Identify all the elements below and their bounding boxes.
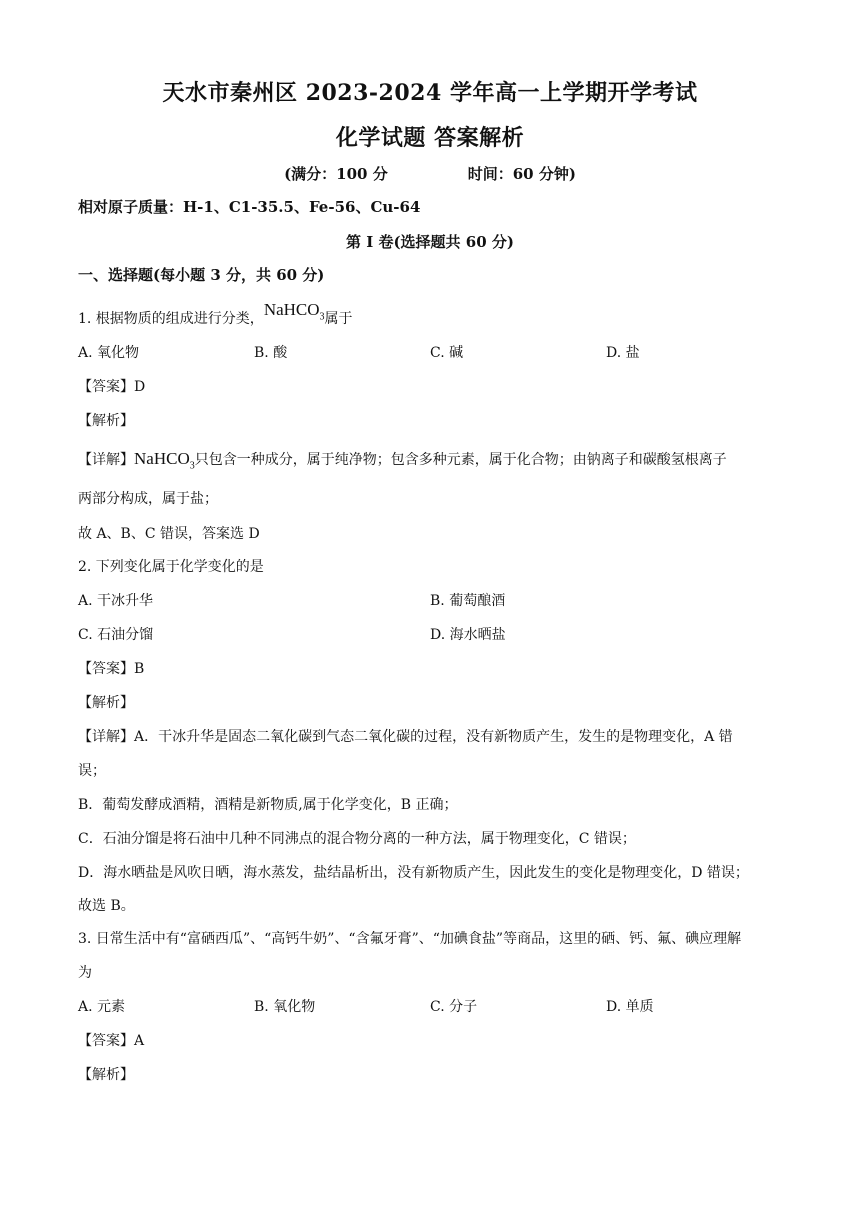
document-title: 天水市秦州区 2023-2024 学年高一上学期开学考试 [162, 80, 698, 106]
q2-option-a: A. 干冰升华 [78, 593, 154, 609]
exam-info [0, 163, 860, 184]
q2-detail-d: D．海水晒盐是风吹日晒，海水蒸发，盐结晶析出，没有新物质产生，因此发生的变化是物理变化，D 错误； [78, 865, 749, 881]
q3-option-d: D. 单质 [606, 999, 654, 1015]
q2-detail-a-line1: 【详解】A．干冰升华是固态二氧化碳到气态二氧化碳的过程，没有新物质产生，发生的是物理变化，A 错 [78, 729, 733, 745]
q2-detail-a-line2: 误； [78, 763, 106, 779]
q2-detail-c: C．石油分馏是将石油中几种不同沸点的混合物分离的一种方法，属于物理变化，C 错误； [78, 831, 636, 847]
q2-analysis-label: 【解析】 [78, 695, 134, 711]
q3-option-b: B. 氧化物 [254, 999, 316, 1015]
q1-option-b: B. 酸 [254, 345, 288, 361]
q1-detail-formula: NaHCO$_3$ [134, 449, 195, 472]
q3-analysis-label: 【解析】 [78, 1067, 134, 1083]
q2-answer: 【答案】B [78, 661, 145, 677]
q1-option-c: C. 碱 [430, 345, 464, 361]
q3-answer: 【答案】A [78, 1033, 145, 1049]
q1-formula: NaHCO$_3$ [263, 300, 325, 323]
q3-option-a: A. 元素 [78, 999, 126, 1015]
q1-answer: 【答案】D [78, 379, 146, 395]
full-score: (满分：100 分 [284, 165, 388, 183]
q1-analysis-label: 【解析】 [78, 413, 134, 429]
q2-option-b: B. 葡萄酿酒 [430, 593, 506, 609]
q2-option-d: D. 海水晒盐 [430, 627, 506, 643]
q1-stem: 1. 根据物质的组成进行分类，NaHCO$_3$属于 [78, 300, 353, 327]
q2-option-c: C. 石油分馏 [78, 627, 154, 643]
document-subtitle: 化学试题 答案解析 [335, 125, 525, 151]
q1-detail-line1: 【详解】NaHCO$_3$只包含一种成分，属于纯净物；包含多种元素，属于化合物；由钠离子和碳酸氢根离子 [78, 449, 727, 472]
q3-stem-line2: 为 [78, 965, 92, 981]
q2-conclusion: 故选 B。 [78, 898, 135, 914]
atomic-mass-line: 相对原子质量：H-1、C1-35.5、Fe-56、Cu-64 [78, 198, 421, 216]
volume-heading: 第 I 卷(选择题共 60 分) [346, 233, 514, 251]
q1-option-a: A. 氧化物 [78, 345, 140, 361]
q1-detail-line2: 两部分构成，属于盐； [78, 491, 218, 507]
q2-stem: 2. 下列变化属于化学变化的是 [78, 559, 264, 575]
section-heading: 一、选择题(每小题 3 分，共 60 分) [78, 266, 325, 284]
exam-time: 时间：60 分钟) [467, 165, 576, 183]
q3-stem-line1: 3. 日常生活中有“富硒西瓜”、“高钙牛奶”、“含氟牙膏”、“加碘食盐”等商品，这里的硒、钙、氟、碘应理解 [78, 931, 742, 947]
q1-option-d: D. 盐 [606, 345, 640, 361]
q1-conclusion: 故 A、B、C 错误，答案选 D [78, 526, 260, 542]
q2-detail-b: B．葡萄发酵成酒精，酒精是新物质,属于化学变化，B 正确； [78, 797, 458, 813]
q3-option-c: C. 分子 [430, 999, 478, 1015]
